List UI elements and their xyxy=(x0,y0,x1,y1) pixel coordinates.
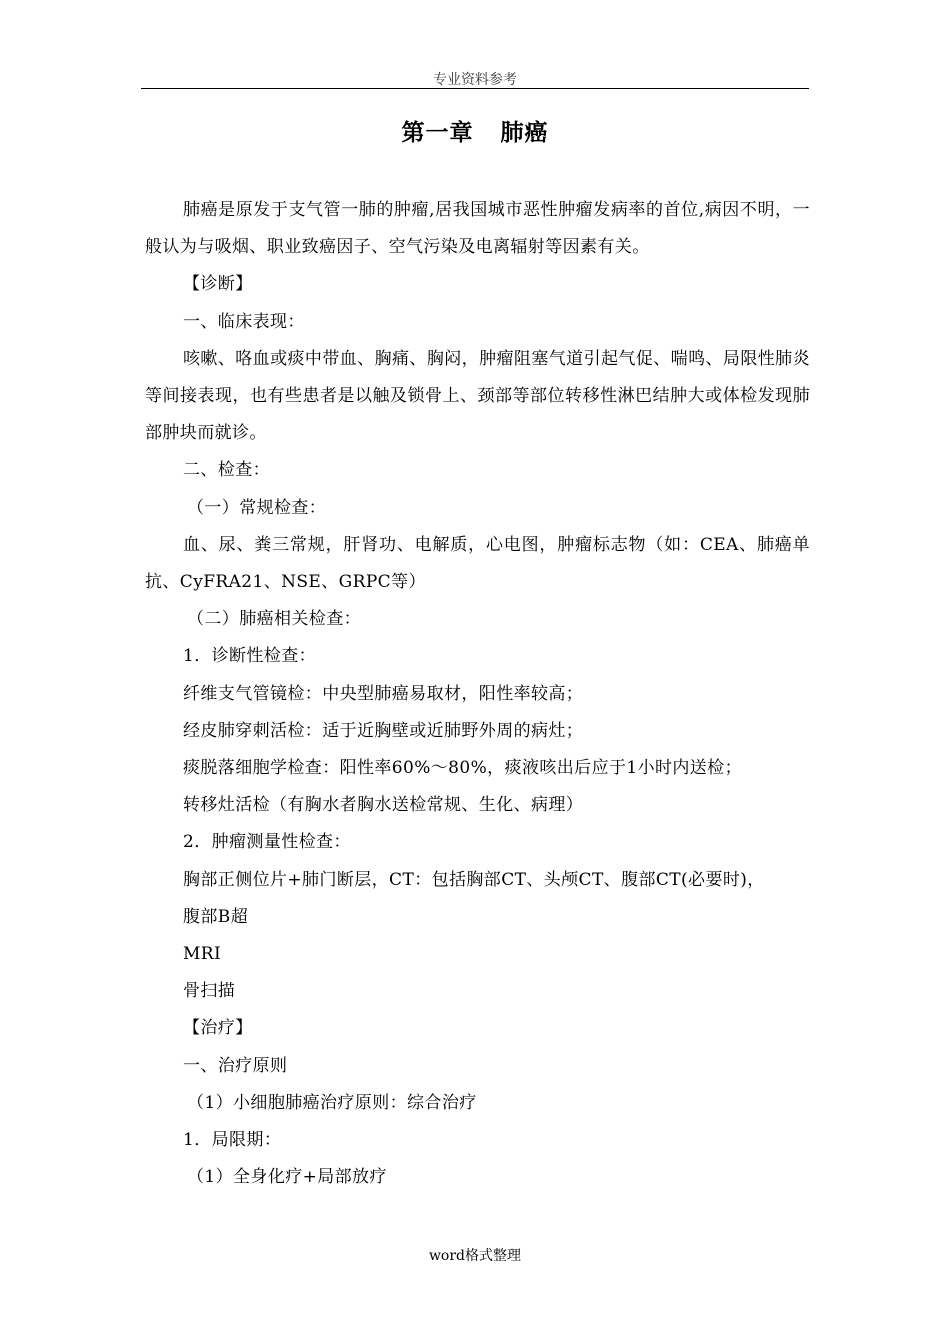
subheading-tumor-measurement: 2．肿瘤测量性检查： xyxy=(183,832,351,853)
list-item: 纤维支气管镜检：中央型肺癌易取材，阳性率较高； xyxy=(183,683,584,704)
chapter-title: 第一章 肺癌 xyxy=(401,119,549,146)
page-header: 专业资料参考 xyxy=(433,72,517,88)
list-item: 骨扫描 xyxy=(183,981,236,1002)
subheading-examinations: 二、检查： xyxy=(183,460,270,481)
document-body xyxy=(145,192,810,1196)
list-item: （1）全身化疗+局部放疗 xyxy=(187,1167,387,1188)
page-footer: word格式整理 xyxy=(428,1248,522,1264)
section-heading-treatment: 【治疗】 xyxy=(183,1018,253,1039)
list-item: 经皮肺穿刺活检：适于近胸壁或近肺野外周的病灶； xyxy=(183,720,584,741)
subheading-treatment-principles: 一、治疗原则 xyxy=(183,1055,288,1076)
routine-exams-paragraph: 血、尿、粪三常规，肝肾功、电解质，心电图，肿瘤标志物（如：CEA、肺癌单抗、CyFRA21、NSE、GRPC等） xyxy=(145,534,810,593)
subheading-lung-cancer-exams: （二）肺癌相关检查： xyxy=(187,609,361,630)
section-heading-diagnosis: 【诊断】 xyxy=(183,274,253,295)
header-divider xyxy=(141,88,809,89)
subheading-sclc-principles: （1）小细胞肺癌治疗原则：综合治疗 xyxy=(187,1092,477,1113)
list-item: 痰脱落细胞学检查：阳性率60%～80%，痰液咳出后应于1小时内送检； xyxy=(183,758,742,779)
list-item: 腹部B超 xyxy=(183,906,249,927)
intro-paragraph: 肺癌是原发于支气管一肺的肿瘤,居我国城市恶性肿瘤发病率的首位,病因不明，一般认为与吸烟、职业致癌因子、空气污染及电离辐射等因素有关。 xyxy=(145,200,810,258)
list-item: 胸部正侧位片+肺门断层，CT：包括胸部CT、头颅CT、腹部CT(必要时)， xyxy=(183,869,765,890)
subheading-clinical-manifestations: 一、临床表现： xyxy=(183,311,305,332)
clinical-manifestations-paragraph: 咳嗽、咯血或痰中带血、胸痛、胸闷，肿瘤阻塞气道引起气促、喘鸣、局限性肺炎等间接表现，也有些患者是以触及锁骨上、颈部等部位转移性淋巴结肿大或体检发现肺部肿块而就诊。 xyxy=(145,348,810,444)
subheading-limited-stage: 1．局限期： xyxy=(183,1130,282,1151)
list-item: MRI xyxy=(183,944,222,965)
subheading-diagnostic-exams: 1．诊断性检查： xyxy=(183,646,317,667)
list-item: 转移灶活检（有胸水者胸水送检常规、生化、病理） xyxy=(183,795,584,816)
subheading-routine-exams: （一）常规检查： xyxy=(187,497,327,518)
